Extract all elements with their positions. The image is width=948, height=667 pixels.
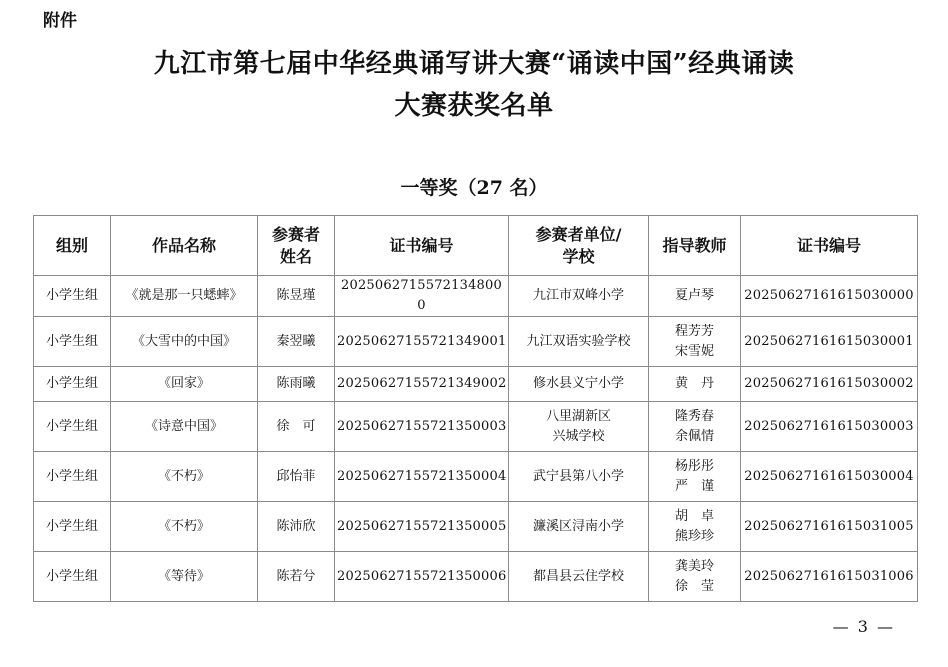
document-title-line1: 九江市第七届中华经典诵写讲大赛“诵读中国”经典诵读 (153, 49, 795, 79)
cell-teacher-line1: 程芳芳 (674, 323, 714, 339)
cell-group: 小学生组 (34, 552, 111, 602)
cell-unit (509, 402, 649, 452)
cell-unit (509, 452, 649, 502)
cell-work: 《等待》 (111, 552, 258, 602)
table-row (34, 452, 918, 502)
cell-work: 《不朽》 (111, 502, 258, 552)
cell-name: 陈若兮 (258, 552, 335, 602)
cell-teacher (649, 452, 741, 502)
cell-teacher (649, 502, 741, 552)
header-unit (509, 216, 649, 276)
cell-teacher (649, 276, 741, 317)
table-row (34, 402, 918, 452)
cell-name: 秦翌曦 (258, 317, 335, 367)
cell-group: 小学生组 (34, 276, 111, 317)
cell-work: 《诗意中国》 (111, 402, 258, 452)
cell-unit (509, 367, 649, 402)
header-participant (258, 216, 335, 276)
cell-teacher-line2: 宋雪妮 (674, 343, 714, 359)
cell-work: 《不朽》 (111, 452, 258, 502)
cell-cert1: 20250627155721349002 (335, 367, 509, 402)
cell-cert2: 20250627161615030001 (741, 317, 918, 367)
cell-unit (509, 317, 649, 367)
cell-group: 小学生组 (34, 402, 111, 452)
cell-teacher (649, 552, 741, 602)
cell-unit-line1: 濂溪区浔南小学 (532, 518, 624, 534)
cell-cert1: 20250627155721350003 (335, 402, 509, 452)
cell-cert2: 20250627161615031006 (741, 552, 918, 602)
cell-teacher-line1: 隆秀春 (674, 408, 714, 424)
header-unit-line1: 参赛者单位/ (535, 224, 622, 244)
cell-name: 陈沛欣 (258, 502, 335, 552)
cell-cert2: 20250627161615030003 (741, 402, 918, 452)
cell-unit-line1: 九江市双峰小学 (532, 288, 624, 303)
cell-cert1: 20250627155721350004 (335, 452, 509, 502)
header-participant-line1: 参赛者 (271, 224, 320, 244)
cell-cert1: 20250627155721350006 (335, 552, 509, 602)
cell-teacher-line1: 胡 卓 (674, 508, 714, 524)
document-title-line2: 大赛获奖名单 (394, 91, 554, 121)
awards-table (33, 215, 918, 602)
cell-cert2: 20250627161615030002 (741, 367, 918, 402)
table-row (34, 367, 918, 402)
cell-name: 陈昱瑾 (258, 276, 335, 317)
cell-unit-line1: 都昌县云住学校 (532, 568, 624, 584)
cell-teacher-line1: 夏卢琴 (674, 288, 714, 303)
cell-teacher (649, 317, 741, 367)
cell-teacher-line2: 熊珍珍 (674, 528, 714, 544)
table-row (34, 276, 918, 317)
cell-teacher-line2: 余佩情 (674, 428, 714, 444)
cell-teacher-line1: 龚美玲 (674, 558, 714, 574)
header-cert1: 证书编号 (335, 216, 509, 276)
header-cert2: 证书编号 (741, 216, 918, 276)
header-teacher: 指导教师 (649, 216, 741, 276)
table-row (34, 317, 918, 367)
cell-unit-line1: 八里湖新区 (545, 408, 611, 424)
cell-cert2: 20250627161615030000 (741, 276, 918, 317)
cell-cert2: 20250627161615030004 (741, 452, 918, 502)
cell-cert1: 20250627155721349001 (335, 317, 509, 367)
header-group: 组别 (34, 216, 111, 276)
page-number: — 3 — (832, 617, 895, 636)
header-unit-line2: 学校 (562, 246, 595, 266)
attachment-label: 附件 (43, 11, 77, 31)
cell-cert1: 2025062715572134800​0 (335, 276, 509, 317)
cell-unit-line1: 武宁县第八小学 (532, 468, 624, 484)
cell-teacher-line1: 杨彤彤 (674, 458, 714, 474)
table-row (34, 552, 918, 602)
cell-unit (509, 552, 649, 602)
header-participant-line2: 姓名 (279, 246, 312, 266)
cell-cert1: 20250627155721350005 (335, 502, 509, 552)
cell-unit-line2: 兴城学校 (552, 428, 605, 444)
table-header-row (34, 216, 918, 276)
cell-group: 小学生组 (34, 317, 111, 367)
cell-work: 《回家》 (111, 367, 258, 402)
cell-work: 《就是那一只蟋蟀》 (111, 276, 258, 317)
award-heading: 一等奖（27 名） (400, 177, 548, 199)
table-row (34, 502, 918, 552)
cell-teacher (649, 367, 741, 402)
cell-name: 陈雨曦 (258, 367, 335, 402)
cell-teacher-line2: 徐 莹 (674, 578, 714, 594)
cell-unit-line1: 修水县义宁小学 (532, 376, 624, 391)
cell-unit (509, 502, 649, 552)
cell-work: 《大雪中的中国》 (111, 317, 258, 367)
header-work: 作品名称 (111, 216, 258, 276)
cell-group: 小学生组 (34, 502, 111, 552)
cell-name: 邱怡菲 (258, 452, 335, 502)
cell-group: 小学生组 (34, 452, 111, 502)
cell-unit (509, 276, 649, 317)
cell-teacher (649, 402, 741, 452)
cell-teacher-line2: 严 谨 (674, 478, 714, 494)
cell-cert2: 20250627161615031005 (741, 502, 918, 552)
cell-teacher-line1: 黄 丹 (674, 376, 714, 391)
cell-unit-line1: 九江双语实验学校 (526, 333, 631, 349)
cell-name: 徐 可 (258, 402, 335, 452)
cell-group: 小学生组 (34, 367, 111, 402)
